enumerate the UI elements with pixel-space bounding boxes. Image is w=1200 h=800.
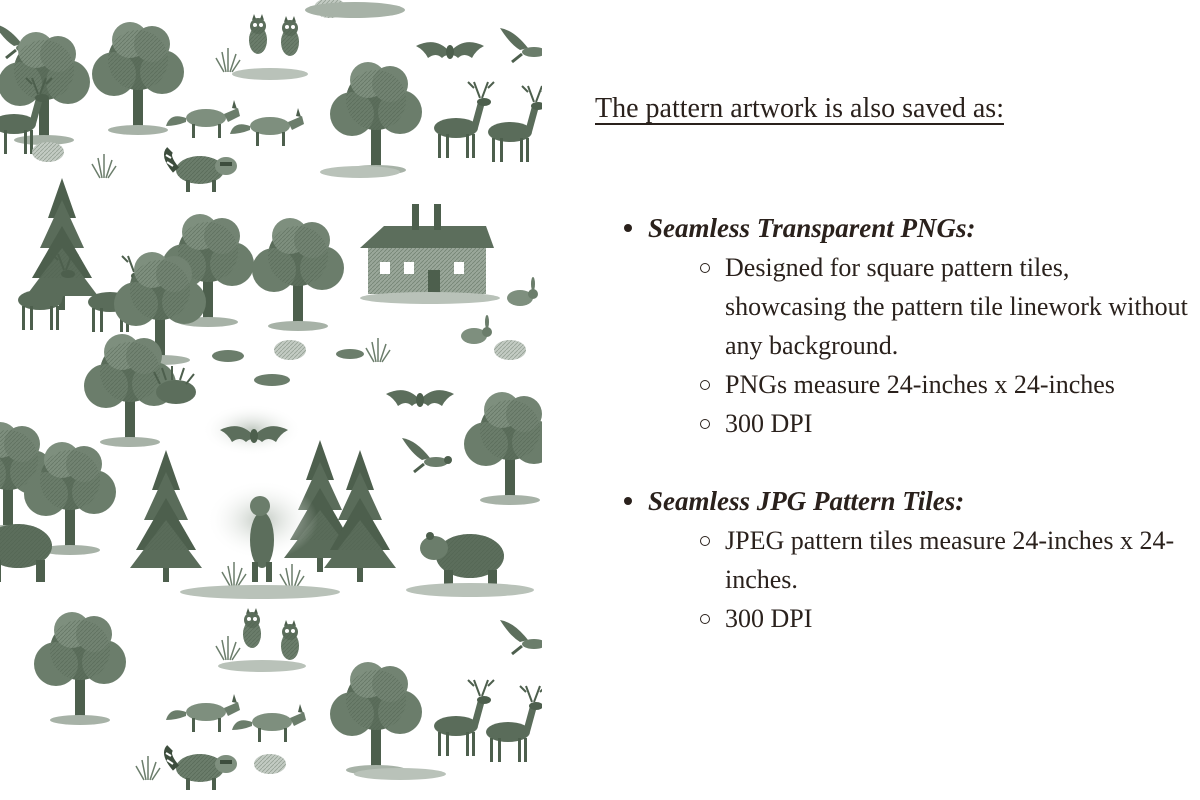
tree-icon (330, 62, 422, 175)
section-heading: The pattern artwork is also saved as: (595, 93, 1004, 124)
detail-item: PNGs measure 24-inches x 24-inches (700, 365, 1192, 404)
bird-icon (500, 28, 542, 62)
bird-icon (402, 438, 452, 472)
description-panel (542, 0, 1200, 800)
tree-icon (330, 662, 422, 775)
bear-icon (420, 532, 504, 592)
detail-item: JPEG pattern tiles measure 24-inches x 24-inches. (700, 521, 1192, 599)
bear-icon (0, 522, 52, 582)
detail-item: 300 DPI (700, 599, 1192, 638)
owl-icon (243, 608, 261, 648)
feature-list (622, 208, 1192, 676)
feature-title: Seamless Transparent PNGs: (648, 213, 976, 243)
detail-item: Designed for square pattern tiles, showcasing the pattern tile linework without any background. (700, 248, 1192, 365)
bird-icon (500, 620, 542, 654)
deer-icon (488, 86, 542, 162)
fox-icon (232, 704, 306, 742)
cottage-icon (360, 204, 500, 304)
raccoon-icon (166, 748, 237, 790)
detail-list (648, 521, 1192, 638)
fox-icon (166, 694, 240, 732)
list-item (622, 481, 1192, 638)
bat-icon (416, 42, 484, 59)
owl-icon (281, 620, 299, 660)
pine-tree-icon (130, 450, 202, 582)
toile-pattern-artwork (0, 0, 542, 800)
tree-icon (252, 218, 344, 331)
owl-icon (249, 14, 267, 54)
raccoon-icon (166, 150, 237, 192)
fox-icon (230, 108, 304, 146)
deer-icon (434, 680, 494, 756)
deer-icon (434, 82, 494, 158)
detail-list (648, 248, 1192, 443)
list-item (622, 208, 1192, 443)
rabbit-icon (507, 277, 538, 306)
bat-icon (386, 390, 454, 407)
detail-item: 300 DPI (700, 404, 1192, 443)
owl-icon (281, 16, 299, 56)
tree-icon (34, 612, 126, 725)
tree-icon (92, 22, 184, 135)
rabbit-icon (461, 315, 492, 344)
tree-icon (464, 392, 542, 505)
deer-icon (486, 686, 542, 762)
fox-icon (166, 100, 240, 138)
feature-title: Seamless JPG Pattern Tiles: (648, 486, 965, 516)
